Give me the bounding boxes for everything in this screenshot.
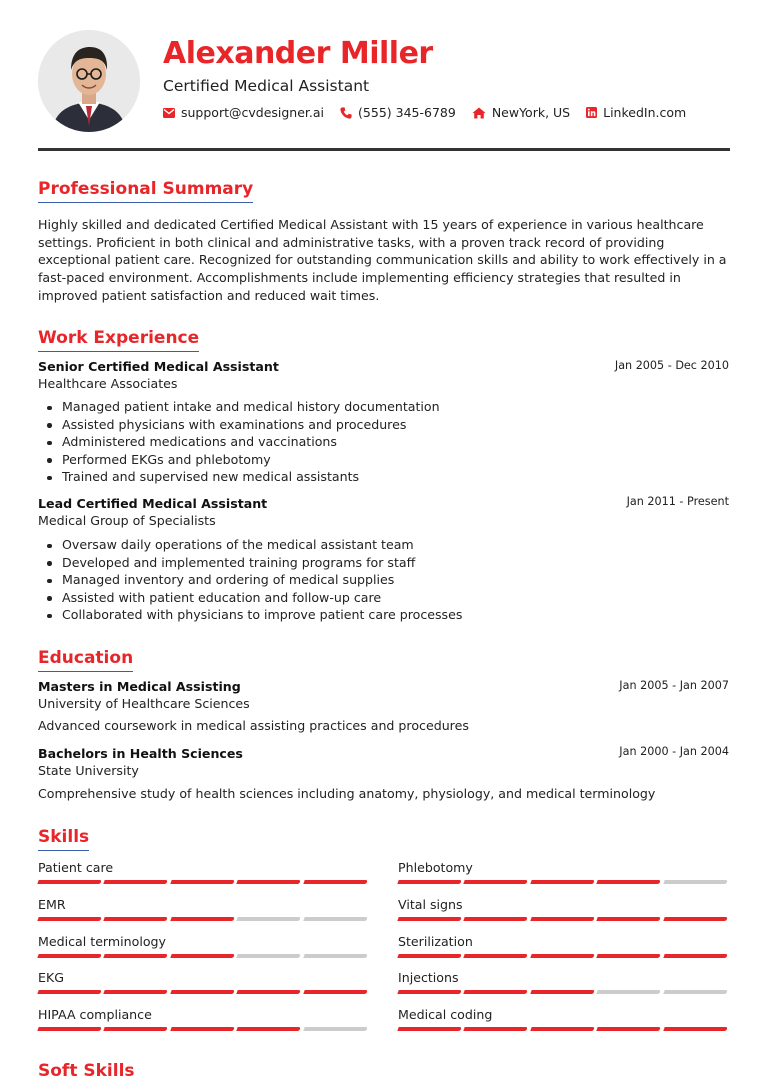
skill-level-segment-filled: [663, 917, 728, 921]
skill-level-segment-filled: [37, 990, 102, 994]
skill-level-segment-filled: [530, 990, 595, 994]
job-company-2: Medical Group of Specialists: [38, 513, 216, 528]
skill-level-segment-filled: [170, 880, 235, 884]
skill-level-segment-empty: [663, 880, 728, 884]
section-heading-summary: Professional Summary: [38, 179, 253, 203]
skill-level-segment-filled: [303, 990, 368, 994]
skill-name: Phlebotomy: [398, 860, 473, 875]
skill-level-segment-empty: [663, 990, 728, 994]
skill-level-segment-filled: [236, 1027, 301, 1031]
skill-item: [38, 1006, 369, 1031]
skill-item: [398, 1006, 729, 1031]
skill-name: Patient care: [38, 860, 114, 875]
skill-level-segment-filled: [530, 954, 595, 958]
contact-location: [472, 105, 570, 120]
skill-level-segment-empty: [303, 1027, 368, 1031]
summary-text: Highly skilled and dedicated Certified Medical Assistant with 15 years of experience in various healthcare settings. Proficient in both clinical and administrative tasks, with a proven track record of providing exceptional patient care. Recognized for outstanding communication skills and ability to work effectively in a fast-paced environment. Accomplishments include implementing efficiency strategies that resulted in improved patient satisfaction and reduced wait times.: [38, 217, 727, 303]
skill-item: [38, 969, 369, 994]
skill-level-segment-filled: [397, 880, 462, 884]
skill-level-segment-filled: [104, 917, 169, 921]
skill-level-segment-filled: [596, 880, 661, 884]
list-item: Developed and implemented training programs for staff: [44, 554, 462, 572]
edu-degree-2: Bachelors in Health Sciences: [38, 746, 243, 761]
candidate-title: Certified Medical Assistant: [163, 77, 370, 95]
list-item: Assisted with patient education and follow-up care: [44, 589, 462, 607]
edu-date-2: Jan 2000 - Jan 2004: [619, 745, 729, 758]
skill-level-segment-filled: [464, 880, 529, 884]
skill-level-segment-filled: [530, 880, 595, 884]
list-item: Managed patient intake and medical history documentation: [44, 398, 440, 416]
skill-level-segment-filled: [397, 954, 462, 958]
edu-desc-2: Comprehensive study of health sciences including anatomy, physiology, and medical terminology: [38, 786, 656, 801]
skill-level-bar: [398, 990, 729, 994]
linkedin-icon: [586, 107, 597, 118]
skill-level-bar: [38, 954, 369, 958]
job-company-1: Healthcare Associates: [38, 376, 178, 391]
avatar: [38, 30, 140, 132]
contact-linkedin-text: LinkedIn.com: [603, 105, 687, 120]
list-item: Administered medications and vaccinations: [44, 433, 440, 451]
list-item: Managed inventory and ordering of medical supplies: [44, 571, 462, 589]
skill-item: [398, 896, 729, 921]
skill-level-segment-filled: [596, 917, 661, 921]
contact-email[interactable]: [163, 105, 324, 120]
job-title-2: Lead Certified Medical Assistant: [38, 496, 268, 511]
skill-level-segment-filled: [37, 880, 102, 884]
skill-item: [398, 969, 729, 994]
skill-level-segment-empty: [236, 917, 301, 921]
candidate-name: Alexander Miller: [163, 36, 433, 71]
skill-level-segment-filled: [170, 954, 235, 958]
skill-name: Medical terminology: [38, 933, 166, 949]
skill-name: Sterilization: [398, 933, 473, 949]
skill-name: EKG: [38, 970, 64, 986]
profile-photo: [38, 30, 140, 132]
job-date-2: Jan 2011 - Present: [626, 495, 729, 508]
edu-school-1: University of Healthcare Sciences: [38, 696, 250, 711]
skill-level-segment-filled: [397, 990, 462, 994]
skill-level-segment-filled: [104, 1027, 169, 1031]
skill-level-segment-filled: [397, 1027, 462, 1031]
skill-level-segment-filled: [596, 954, 661, 958]
skill-level-segment-filled: [530, 1027, 595, 1031]
envelope-icon: [163, 108, 175, 118]
list-item: Trained and supervised new medical assistants: [44, 468, 440, 486]
skill-level-bar: [398, 880, 729, 884]
edu-date-1: Jan 2005 - Jan 2007: [619, 679, 729, 692]
skill-name: Injections: [398, 970, 459, 986]
skill-level-segment-filled: [37, 954, 102, 958]
section-heading-education: Education: [38, 648, 133, 672]
job-title-1: Senior Certified Medical Assistant: [38, 359, 279, 374]
edu-school-2: State University: [38, 763, 139, 778]
skill-item: [38, 896, 369, 921]
skill-item: [38, 859, 369, 884]
job-bullets-2: [44, 536, 462, 624]
skill-level-bar: [38, 917, 369, 921]
skill-level-segment-filled: [663, 1027, 728, 1031]
contact-bar: [163, 105, 702, 120]
header-divider: [38, 148, 730, 151]
skill-level-segment-empty: [303, 954, 368, 958]
section-heading-experience: Work Experience: [38, 328, 199, 352]
skill-level-segment-filled: [464, 1027, 529, 1031]
contact-email-text: support@cvdesigner.ai: [181, 105, 325, 120]
skill-level-bar: [398, 954, 729, 958]
skill-level-segment-filled: [37, 917, 102, 921]
skill-level-segment-filled: [104, 954, 169, 958]
skill-level-bar: [398, 917, 729, 921]
contact-phone-text: (555) 345-6789: [358, 105, 456, 120]
skill-level-segment-filled: [464, 954, 529, 958]
skill-level-segment-filled: [37, 1027, 102, 1031]
skill-level-segment-filled: [170, 990, 235, 994]
skill-level-segment-filled: [236, 880, 301, 884]
skill-level-segment-filled: [104, 880, 169, 884]
list-item: Performed EKGs and phlebotomy: [44, 451, 440, 469]
skill-level-bar: [398, 1027, 729, 1031]
skill-item: [38, 933, 369, 958]
contact-linkedin[interactable]: [586, 105, 686, 120]
skill-level-segment-filled: [170, 1027, 235, 1031]
skill-level-segment-empty: [236, 954, 301, 958]
phone-icon: [340, 107, 352, 119]
skill-item: [398, 859, 729, 884]
skill-level-segment-filled: [236, 990, 301, 994]
skill-level-segment-filled: [303, 880, 368, 884]
skill-level-segment-filled: [464, 990, 529, 994]
skill-level-segment-empty: [596, 990, 661, 994]
home-icon: [472, 107, 486, 119]
skill-item: [398, 933, 729, 958]
skill-level-segment-filled: [530, 917, 595, 921]
skill-level-segment-filled: [104, 990, 169, 994]
skill-level-segment-empty: [303, 917, 368, 921]
skill-name: HIPAA compliance: [38, 1007, 152, 1023]
skill-name: Medical coding: [398, 1007, 493, 1023]
skill-level-segment-filled: [464, 917, 529, 921]
skill-level-segment-filled: [663, 954, 728, 958]
skill-level-bar: [38, 990, 369, 994]
job-bullets-1: [44, 398, 440, 486]
section-heading-soft-skills: Soft Skills: [38, 1061, 135, 1078]
section-heading-skills: Skills: [38, 827, 89, 851]
skill-name: EMR: [38, 896, 66, 912]
skill-name: Vital signs: [398, 896, 463, 912]
edu-desc-1: Advanced coursework in medical assisting practices and procedures: [38, 718, 469, 733]
list-item: Oversaw daily operations of the medical assistant team: [44, 536, 462, 554]
contact-location-text: NewYork, US: [491, 105, 571, 120]
contact-phone[interactable]: [340, 105, 456, 120]
list-item: Collaborated with physicians to improve patient care processes: [44, 606, 462, 624]
skill-level-segment-filled: [397, 917, 462, 921]
job-date-1: Jan 2005 - Dec 2010: [614, 359, 729, 372]
edu-degree-1: Masters in Medical Assisting: [38, 679, 241, 694]
skill-level-segment-filled: [596, 1027, 661, 1031]
skill-level-segment-filled: [170, 917, 235, 921]
list-item: Assisted physicians with examinations and procedures: [44, 416, 440, 434]
skill-level-bar: [38, 1027, 369, 1031]
skill-level-bar: [38, 880, 369, 884]
